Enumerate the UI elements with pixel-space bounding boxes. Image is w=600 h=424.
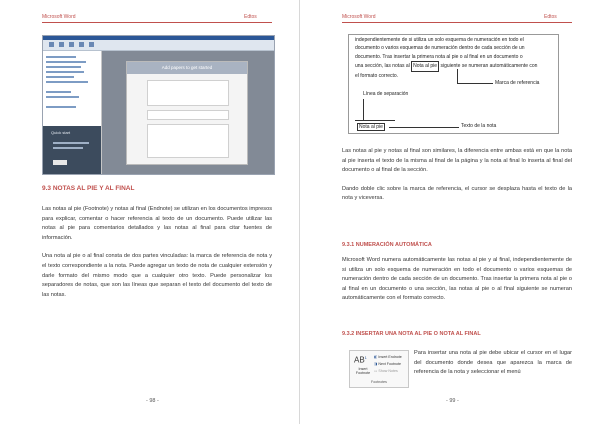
endnote-icon: ◧ (374, 355, 378, 359)
nav-item (46, 106, 76, 108)
insert-text: Para insertar una nota al pie debe ubicar el cursor en el lugar del documento donde desea que aparezca la marca de referencia de la nota y seleccionar el menú (414, 350, 572, 376)
illustration-line: independientemente de si utiliza un solo esquema de numeración en todo el (355, 37, 524, 43)
word-screenshot (42, 35, 275, 175)
quick-start-title: Quick start (51, 130, 71, 135)
illustration-line: documento. Tras insertar la primera nota al pie o al final en un documento o (355, 53, 523, 60)
header-rule (342, 22, 572, 23)
label-separator: Línea de separación (363, 91, 409, 97)
ribbon-icon (79, 42, 84, 47)
quick-line (53, 147, 83, 149)
insert-endnote-button[interactable] (374, 355, 402, 359)
ribbon-icon (89, 42, 94, 47)
paragraph: Dando doble clic sobre la marca de referencia, el cursor se desplaza hasta el texto de la nota y viceversa. (342, 185, 572, 202)
header-right: Edtos (244, 14, 257, 20)
callout-line (363, 99, 365, 120)
line-part: siguiente se numeran automáticamente con (439, 63, 538, 70)
next-footnote-button[interactable] (374, 362, 401, 366)
footnotes-ribbon-group (349, 350, 409, 388)
next-icon: ◨ (374, 362, 378, 366)
section-heading: 9.3 NOTAS AL PIE Y AL FINAL (42, 185, 135, 192)
callout-line (389, 127, 459, 128)
dialog-options (147, 124, 229, 158)
nav-item (46, 71, 84, 73)
quick-line (53, 142, 89, 144)
separator-line (355, 120, 395, 121)
next-footnote-label: Next Footnote (378, 362, 401, 366)
nav-item (46, 61, 86, 63)
callout-line (457, 83, 493, 84)
paragraph: Las notas al pie (Footnote) y notas al final (Endnote) se utilizan en los documentos impresos para explicar, comentar o hacer referencia al texto de un documento. Puede utilizar las notas al pie para comentarios detallados y las notas al final para citar fuentes de información. (42, 206, 272, 241)
quick-start-panel (43, 126, 101, 174)
ribbon (43, 36, 274, 51)
nav-item (46, 66, 81, 68)
header-left: Microsoft Word (342, 14, 376, 20)
illustration-line: documento o varios esquemas de numeración dentro de cada sección de un (355, 45, 525, 52)
drop-zone (147, 80, 229, 106)
note-box (357, 123, 385, 131)
numbering-text: Microsoft Word numera automáticamente las notas al pie y al final, independientemente de si utiliza un solo esquema de numeración en todo el documento o varios esquemas de numeración dentro de cada sección de un documento. Tras insertar la primera nota al pie o al final en un documento o una sección, las notas al pie o al final siguiente se numeran automáticamente con el formato correcto. (342, 257, 572, 302)
header-rule (42, 22, 272, 23)
insert-footnote-button[interactable]: Insert Footnote (355, 367, 371, 375)
dialog-field (147, 110, 229, 120)
start-dialog (126, 61, 248, 165)
page-number: - 99 - (446, 398, 459, 404)
nav-item (46, 91, 71, 93)
nav-item (46, 76, 74, 78)
body-text (42, 205, 272, 309)
dialog-title: Add papers to get started (161, 65, 213, 70)
footnote-illustration (348, 34, 559, 134)
nav-item (46, 56, 76, 58)
nav-item (46, 96, 79, 98)
footnotes-group-label: Footnotes (371, 380, 387, 384)
workspace (102, 51, 274, 174)
insert-endnote-label: Insert Endnote (378, 355, 402, 359)
ribbon-icon (69, 42, 74, 47)
subheading-numbering: 9.3.1 NUMERACIÓN AUTOMÁTICA (342, 242, 432, 248)
paragraph: Una nota al pie o al final consta de dos partes vinculadas: la marca de referencia de nota y el texto correspondiente a la nota. Puede agregar un texto de nota de cualquier extensión y darle formato del mismo modo que a cualquier otro texto. Puede personalizar los separadores de notas, que son las líneas que separan el texto del documento del texto de las notas. (42, 253, 272, 298)
subheading-insert: 9.3.2 INSERTAR UNA NOTA AL PIE O NOTA AL FINAL (342, 331, 481, 337)
show-notes-label: Show Notes (378, 369, 398, 373)
line-part: una sección, las notas al (355, 63, 412, 70)
page-number: - 98 - (146, 398, 159, 404)
illustration-line: el formato correcto. (355, 72, 399, 79)
callout-line (457, 69, 459, 83)
show-notes-icon: ▭ (374, 369, 378, 373)
label-note-text: Texto de la nota (461, 123, 497, 129)
dialog-header (127, 62, 247, 74)
footnote-ab-icon: $AB^1$ (354, 355, 367, 365)
ribbon-icon (59, 42, 64, 47)
title-bar (43, 36, 274, 40)
header-right: Edtos (544, 14, 557, 20)
paragraph: Las notas al pie y notas al final son similares, la diferencia entre ambas está en que la nota al pie inserta el texto de la misma al final de la página y la nota al final lo inserta al final del documento o al final de la sección. (342, 148, 572, 174)
illustration-text (355, 36, 551, 80)
ribbon-icon (49, 42, 54, 47)
illustration-line-with-ref (355, 61, 551, 71)
reference-mark: Nota al pie (411, 61, 439, 71)
note-mark: Nota al pie (359, 124, 383, 130)
quick-button (53, 160, 67, 165)
right-body-text (342, 147, 572, 213)
header-left: Microsoft Word (42, 14, 76, 20)
nav-item (46, 81, 88, 83)
show-notes-button[interactable] (374, 369, 398, 373)
label-reference-mark: Marca de referencia (495, 80, 540, 86)
